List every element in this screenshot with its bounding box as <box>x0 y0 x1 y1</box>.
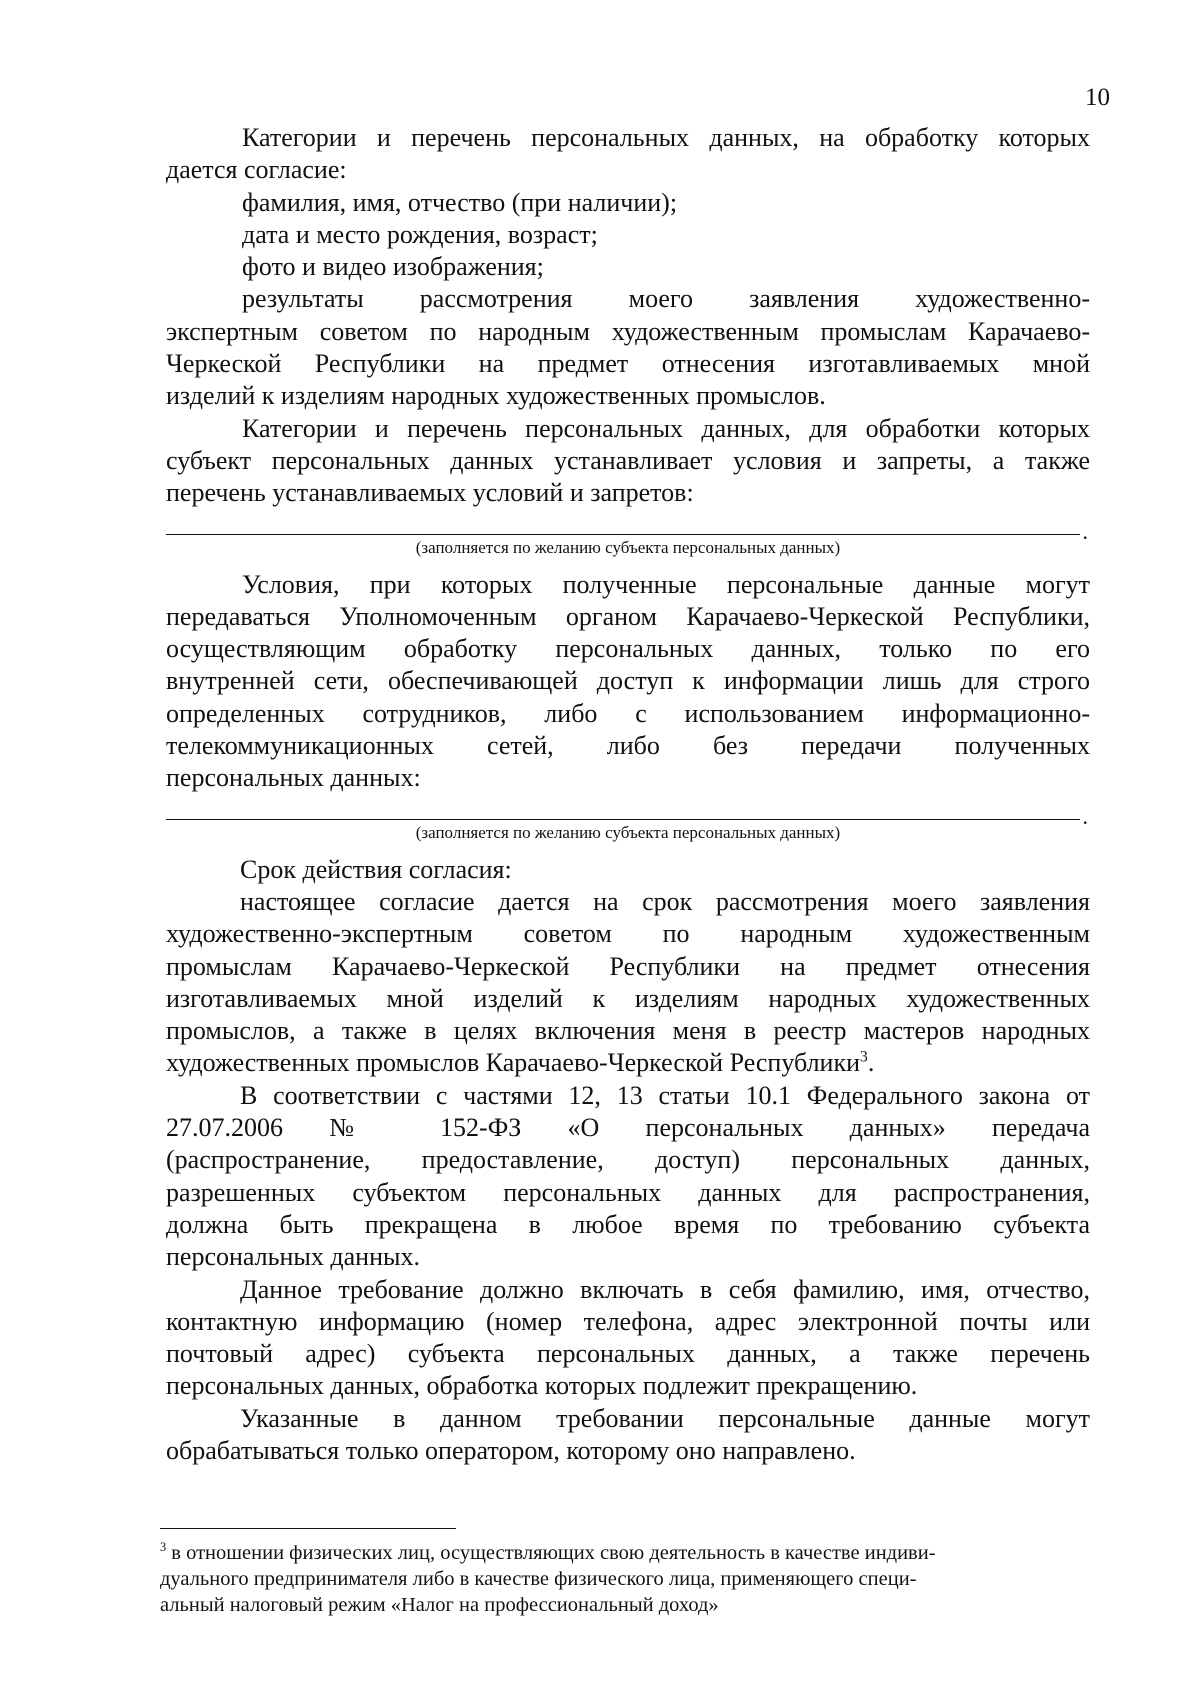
text-line: почтовый адрес) субъекта персональных данных, а также перечень <box>166 1339 1090 1369</box>
text-line: 27.07.2006 № 152-ФЗ «О персональных данных» передача <box>166 1113 1090 1143</box>
text-fragment: . <box>867 1048 875 1078</box>
list-item-fio: фамилия, имя, отчество (при наличии); <box>242 187 678 217</box>
list-item-photo: фото и видео изображения; <box>242 252 544 282</box>
footnote-marker: 3 <box>160 1540 167 1555</box>
text-line: персональных данных: <box>166 763 421 793</box>
text-line: В соответствии с частями 12, 13 статьи 10.1 Федерального закона от <box>240 1080 1090 1110</box>
paragraph-federal-law <box>166 1080 1090 1274</box>
text-line: передаваться Уполномоченным органом Карачаево-Черкеской Республики, <box>166 601 1090 631</box>
text-line: контактную информацию (номер телефона, адрес электронной почты или <box>166 1306 1090 1336</box>
text-line: Данное требование должно включать в себя фамилию, имя, отчество, <box>240 1274 1090 1304</box>
text-line: альный налоговый режим «Налог на профессиональный доход» <box>160 1594 719 1616</box>
list-item-results <box>166 283 1090 412</box>
text-line: должна быть прекращена в любое время по требованию субъекта <box>166 1209 1090 1239</box>
paragraph-conditions-categories <box>166 413 1090 510</box>
paragraph-request-contents <box>166 1274 1090 1403</box>
heading-consent-term: Срок действия согласия: <box>240 854 512 884</box>
footnote <box>160 1540 1088 1618</box>
text-line: осуществляющим обработку персональных данных, только по его <box>166 634 1090 664</box>
document-body <box>166 122 1090 1467</box>
text-line: Категории и перечень персональных данных, для обработки которых <box>242 413 1090 443</box>
text-line: перечень устанавливаемых условий и запретов: <box>166 478 694 508</box>
paragraph-categories-consent <box>166 122 1090 187</box>
text-line <box>160 1540 1088 1566</box>
text-fragment: в отношении физических лиц, осуществляющих свою деятельность в качестве индиви- <box>171 1542 936 1564</box>
text-line: промыслов, а также в целях включения меня в реестр мастеров народных <box>166 1016 1090 1046</box>
text-line: внутренней сети, обеспечивающей доступ к информации лишь для строго <box>166 666 1090 696</box>
footnote-reference[interactable]: 3 <box>860 1048 868 1066</box>
text-line: художественно-экспертным советом по народным художественным <box>166 919 1090 949</box>
text-line: изделий к изделиям народных художественных промыслов. <box>166 381 826 411</box>
text-line: Категории и перечень персональных данных, на обработку которых <box>242 123 1090 152</box>
page-number: 10 <box>1085 84 1110 111</box>
paragraph-consent-term <box>166 886 1090 1080</box>
text-line: телекоммуникационных сетей, либо без передачи полученных <box>166 731 1090 761</box>
fill-in-line-1[interactable]: . <box>166 524 1080 535</box>
text-line: определенных сотрудников, либо с использованием информационно- <box>166 698 1090 728</box>
text-line: обрабатываться только оператором, которому оно направлено. <box>166 1435 856 1465</box>
text-line: экспертным советом по народным художественным промыслам Карачаево- <box>166 316 1090 346</box>
text-fragment: художественных промыслов Карачаево-Черкеской Республики <box>166 1048 861 1078</box>
text-line: персональных данных, обработка которых подлежит прекращению. <box>166 1371 918 1401</box>
footnote-divider <box>160 1528 456 1529</box>
text-line: Черкеской Республики на предмет отнесения изготавливаемых мной <box>166 349 1090 379</box>
text-line: Указанные в данном требовании персональные данные могут <box>240 1403 1090 1433</box>
text-line: настоящее согласие дается на срок рассмотрения моего заявления <box>240 886 1090 916</box>
text-line: результаты рассмотрения моего заявления художественно- <box>242 284 1090 314</box>
list-item-birth: дата и место рождения, возраст; <box>242 219 598 249</box>
text-line: персональных данных. <box>166 1242 420 1272</box>
text-line: Условия, при которых полученные персональные данные могут <box>242 569 1090 599</box>
text-line: дается согласие: <box>166 155 347 185</box>
fill-in-hint-2: (заполняется по желанию субъекта персональных данных) <box>415 822 841 842</box>
text-line <box>166 1047 1090 1079</box>
paragraph-transfer-conditions <box>166 569 1090 795</box>
paragraph-operator-only <box>166 1403 1090 1468</box>
text-line: дуального предпринимателя либо в качестве физического лица, применяющего специ- <box>160 1568 917 1590</box>
text-line: разрешенных субъектом персональных данных для распространения, <box>166 1177 1090 1207</box>
fill-in-line-2[interactable]: . <box>166 809 1080 820</box>
text-line: субъект персональных данных устанавливает условия и запреты, а также <box>166 445 1090 475</box>
text-line: (распространение, предоставление, доступ) персональных данных, <box>166 1145 1090 1175</box>
text-line: изготавливаемых мной изделий к изделиям народных художественных <box>166 983 1090 1013</box>
fill-in-hint-1: (заполняется по желанию субъекта персональных данных) <box>415 537 841 557</box>
text-line: промыслам Карачаево-Черкеской Республики на предмет отнесения <box>166 951 1090 981</box>
